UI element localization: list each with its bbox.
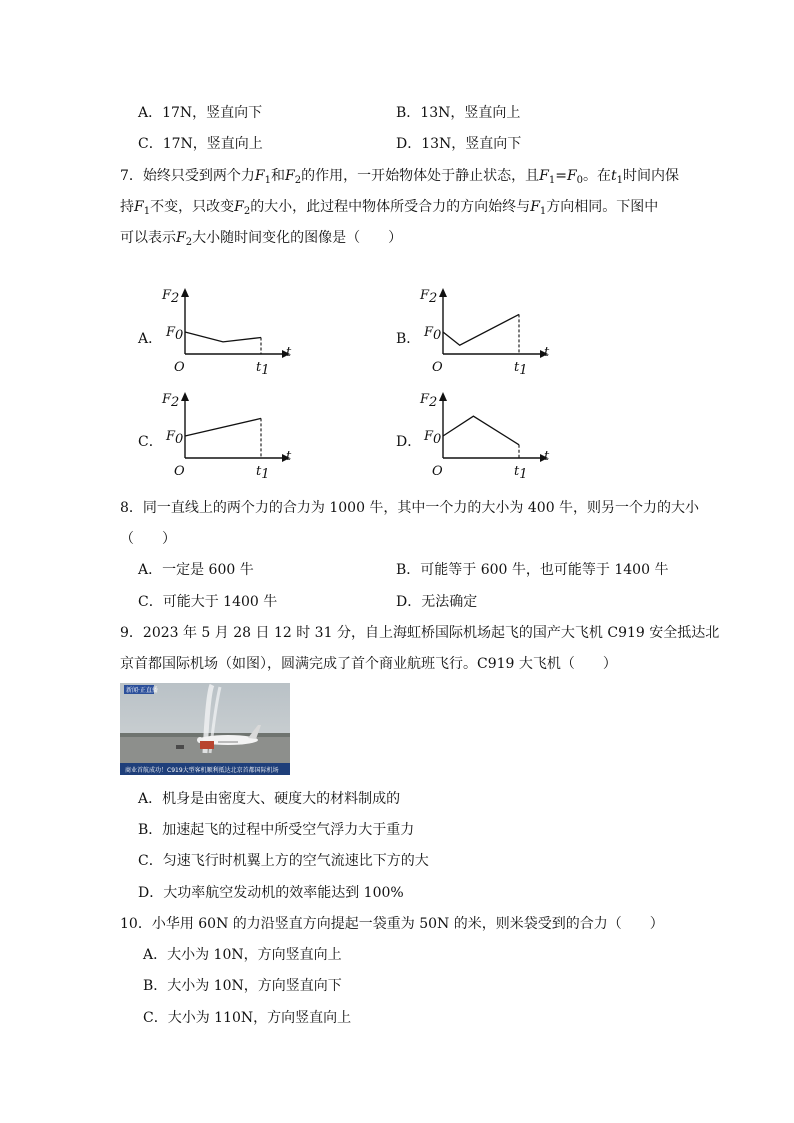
q8-option-b: B．可能等于 600 牛，也可能等于 1400 牛 (396, 562, 669, 578)
t1-tick-label: t1 (256, 360, 270, 378)
graph-c-label: C． (138, 434, 163, 450)
q8-option-d: D．无法确定 (396, 594, 478, 610)
y-axis-arrow (181, 392, 189, 401)
q8-option-c: C．可能大于 1400 牛 (138, 594, 278, 610)
x-axis-label: t (544, 345, 550, 360)
q9-option-a: A．机身是由密度大、硬度大的材料制成的 (138, 791, 401, 807)
q9-line-2: 京首都国际机场（如图），圆满完成了首个商业航班飞行。C919 大飞机（ ） (120, 656, 617, 672)
q6-option-d: D．13N，竖直向下 (396, 136, 522, 152)
q9-option-b: B．加速起飞的过程中所受空气浮力大于重力 (138, 822, 415, 838)
f0-tick-label: F0 (166, 325, 184, 343)
x-axis-label: t (286, 449, 292, 464)
origin-label: O (432, 360, 443, 375)
q7-line-3: 可以表示$F_2$大小随时间变化的图像是（ ） (120, 230, 403, 248)
y-axis-arrow (439, 288, 447, 297)
graph-a (160, 282, 300, 382)
y-axis-arrow (439, 392, 447, 401)
y-axis-label: F2 (420, 392, 438, 410)
f2-series-line (185, 418, 261, 436)
q8-line-2: （ ） (120, 531, 176, 547)
f2-series-line (185, 332, 261, 342)
q7-line-1: 7．始终只受到两个力$F_1$和$F_2$的作用，一开始物体处于静止状态，且$F_1=F_0$。在$t_1$时间内保 (120, 168, 680, 186)
y-axis-label: F2 (162, 392, 180, 410)
origin-label: O (174, 464, 185, 479)
y-axis-label: F2 (162, 288, 180, 306)
q10-line-1: 10．小华用 60N 的力沿竖直方向提起一袋重为 50N 的米，则米袋受到的合力（ ） (120, 916, 664, 932)
f0-tick-label: F0 (424, 325, 442, 343)
f0-tick-label: F0 (424, 429, 442, 447)
q9-option-c: C．匀速飞行时机翼上方的空气流速比下方的大 (138, 853, 429, 869)
q9-option-d: D．大功率航空发动机的效率能达到 100% (138, 885, 404, 901)
c919-photo (120, 683, 290, 775)
q10-option-b: B．大小为 10N，方向竖直向下 (143, 978, 342, 994)
t1-tick-label: t1 (514, 464, 528, 482)
q6-option-b: B．13N，竖直向上 (396, 105, 521, 121)
graph-b (418, 282, 558, 382)
q9-line-1: 9．2023 年 5 月 28 日 12 时 31 分，自上海虹桥国际机场起飞的国产大飞机 C919 安全抵达北 (120, 625, 720, 641)
graph-a-label: A． (138, 331, 163, 347)
q10-option-a: A．大小为 10N，方向竖直向上 (143, 947, 342, 963)
photo-caption: 商业首航成功！C919大型客机顺利抵达北京首都国际机场 (125, 767, 279, 774)
q7-line-2: 持$F_1$不变，只改变$F_2$的大小，此过程中物体所受合力的方向始终与$F_1$方向相同。下图中 (120, 199, 659, 217)
t1-tick-label: t1 (514, 360, 528, 378)
q8-line-1: 8．同一直线上的两个力的合力为 1000 牛，其中一个力的大小为 400 牛，则另一个力的大小 (120, 500, 700, 516)
f0-tick-label: F0 (166, 429, 184, 447)
q8-option-a: A．一定是 600 牛 (138, 562, 254, 578)
q6-option-a: A．17N，竖直向下 (138, 105, 263, 121)
x-axis-label: t (286, 345, 292, 360)
graph-b-label: B． (396, 331, 421, 347)
f2-series-line (443, 314, 519, 345)
origin-label: O (174, 360, 185, 375)
graph-c (160, 386, 300, 486)
q6-option-c: C．17N，竖直向上 (138, 136, 263, 152)
f2-series-line (443, 416, 519, 445)
x-axis-label: t (544, 449, 550, 464)
photo-logo: 新闻·正直播 (126, 687, 158, 694)
graph-d (418, 386, 558, 486)
t1-tick-label: t1 (256, 464, 270, 482)
y-axis-arrow (181, 288, 189, 297)
q10-option-c: C．大小为 110N，方向竖直向上 (143, 1010, 352, 1026)
origin-label: O (432, 464, 443, 479)
graph-d-label: D． (396, 434, 422, 450)
y-axis-label: F2 (420, 288, 438, 306)
